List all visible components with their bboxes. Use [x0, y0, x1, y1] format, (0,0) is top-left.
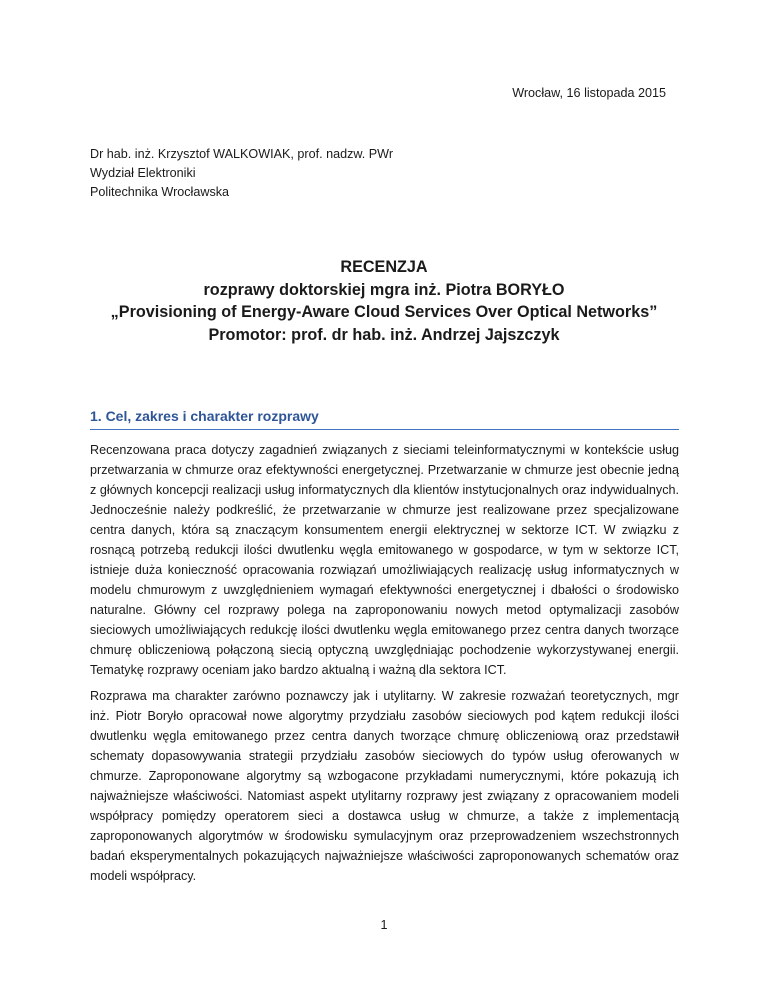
section-divider [90, 429, 679, 430]
recipient-faculty: Wydział Elektroniki [90, 166, 196, 180]
recipient-university: Politechnika Wrocławska [90, 185, 230, 199]
date-line: Wrocław, 16 listopada 2015 [512, 86, 666, 100]
title-supervisor: Promotor: prof. dr hab. inż. Andrzej Jajszczyk [208, 325, 560, 344]
recipient-address [90, 145, 393, 202]
document-title [60, 256, 708, 346]
title-thesis-name: „Provisioning of Energy-Aware Cloud Services Over Optical Networks” [110, 303, 658, 321]
recipient-name: Dr hab. inż. Krzysztof WALKOWIAK, prof. nadzw. PWr [90, 147, 394, 161]
paragraph-2: Rozprawa ma charakter zarówno poznawczy jak i utylitarny. W zakresie rozważań teoretycznych, mgr inż. Piotr Boryło opracował nowe algorytmy przydziału zasobów sieciowych pod kątem redukcji ilości dwutlenku węgla emitowanego przez centra danych tworzące chmurę obliczeniową oraz przedstawił schematy dopasowywania strategii przydziału zasobów sieciowych do typów usług oferowanych w chmurze. Zaproponowane algorytmy są wzbogacone przykładami numerycznymi, które pokazują ich najważniejsze właściwości. Natomiast aspekt utylitarny rozprawy jest związany z opracowaniem modeli współpracy pomiędzy operatorem sieci a dostawca usług w chmurze, a także z implementacją zaproponowanych algorytmów w środowisku symulacyjnym oraz przeprowadzeniem wszechstronnych badań eksperymentalnych pokazujących najważniejsze właściwości zaproponowanych schematów oraz modeli współpracy. [90, 689, 679, 883]
page-number: 1 [380, 918, 388, 932]
title-thesis-author: rozprawy doktorskiej mgra inż. Piotra BORYŁO [203, 280, 565, 299]
paragraph-1: Recenzowana praca dotyczy zagadnień związanych z sieciami teleinformatycznymi w kontekście usług przetwarzania w chmurze oraz efektywności energetycznej. Przetwarzanie w chmurze jest obecnie jedną z głównych koncepcji realizacji usług informatycznych dla klientów instytucjonalnych oraz indywidualnych. Jednocześnie należy podkreślić, że przetwarzanie w chmurze jest realizowane przez specjalizowane centra danych, która są znaczącym konsumentem energii elektrycznej w sektorze ICT. W związku z rosnącą potrzebą redukcji ilości dwutlenku węgla emitowanego w gospodarce, w tym w sektorze ICT, istnieje duża konieczność opracowania rozwiązań umożliwiających realizację usług informatycznych w modelu chmurowym z uwzględnieniem wymagań efektywności energetycznej i dbałości o środowisko naturalne. Główny cel rozprawy polega na zaproponowaniu nowych metod optymalizacji zasobów sieciowych umożliwiających redukcję ilości dwutlenku węgla emitowanego przez centra danych tworzące chmurę obliczeniową połączoną siecią optyczną uwzględniając pochodzenie wykorzystywanej energii. Tematykę rozprawy oceniam jako bardzo aktualną i ważną dla sektora ICT. [90, 443, 679, 677]
section-heading: 1. Cel, zakres i charakter rozprawy [90, 408, 319, 424]
title-review: RECENZJA [340, 258, 428, 276]
